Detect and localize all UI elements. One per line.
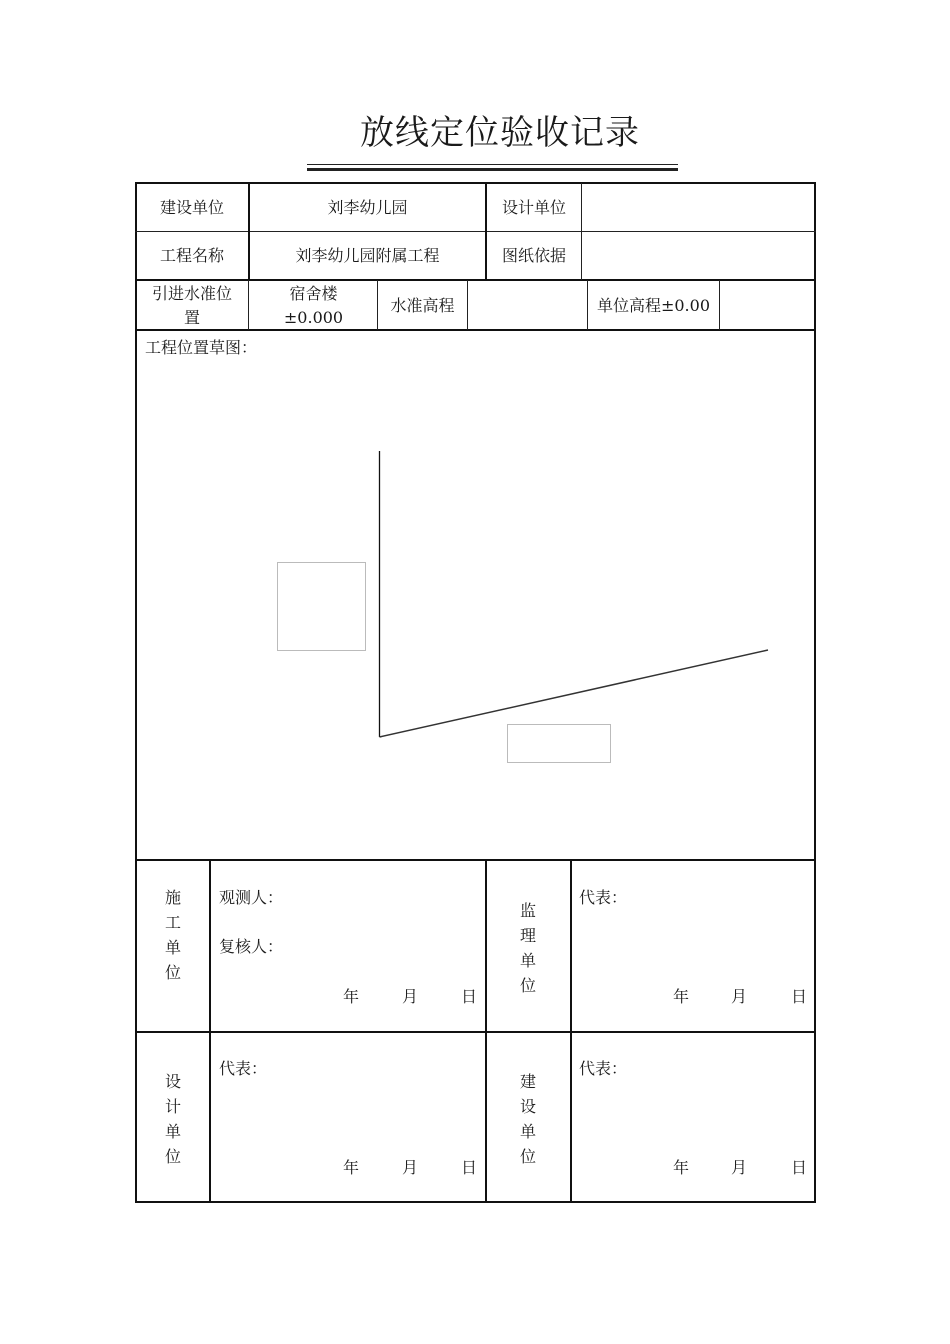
- construction-unit-char: 单: [164, 938, 181, 957]
- reviewer-label[interactable]: 复核人：: [219, 937, 284, 956]
- owner-rep-label[interactable]: 代表：: [579, 1059, 628, 1078]
- benchmark-location-value-line1: 宿舍楼: [289, 284, 338, 303]
- design-unit-label: 设计单位: [501, 197, 566, 217]
- construction-unit-char: 工: [164, 913, 181, 932]
- project-name-label: 工程名称: [159, 245, 224, 265]
- design-unit-char: 单: [164, 1122, 181, 1141]
- supervision-date-month: 月: [731, 987, 748, 1006]
- design-unit-vertical-label: [161, 1069, 185, 1169]
- owner-unit-char: 位: [519, 1147, 536, 1166]
- owner-date-month: 月: [731, 1158, 748, 1177]
- supervision-unit-char: 位: [519, 976, 536, 995]
- page-title: 放线定位验收记录: [360, 113, 640, 153]
- sketch-building-box: [278, 563, 366, 651]
- supervision-unit-char: 单: [519, 951, 536, 970]
- sketch-baseline: [380, 650, 769, 737]
- level-elevation-label: 水准高程: [390, 296, 455, 315]
- design-unit-char: 计: [164, 1097, 181, 1116]
- sketch-label: 工程位置草图：: [145, 338, 258, 357]
- owner-unit-char: 建: [519, 1072, 536, 1091]
- construction-date-day: 日: [461, 987, 478, 1006]
- design-date-year: 年: [343, 1158, 360, 1177]
- construction-unit-char: 施: [164, 888, 181, 907]
- supervision-unit-char: 监: [519, 901, 536, 920]
- owner-unit-char: 单: [519, 1122, 536, 1141]
- supervision-unit-char: 理: [519, 926, 536, 945]
- sketch-label-box: [508, 725, 611, 763]
- design-unit-char: 设: [164, 1072, 181, 1091]
- supervision-date-day: 日: [791, 987, 808, 1006]
- benchmark-location-value-line2: ±0.000: [283, 308, 344, 327]
- owner-unit-char: 设: [519, 1097, 536, 1116]
- construction-unit-vertical-label: [161, 885, 185, 985]
- supervision-date-year: 年: [673, 987, 690, 1006]
- owner-date-day: 日: [791, 1158, 808, 1177]
- supervision-rep-label[interactable]: 代表：: [579, 888, 628, 907]
- construction-date-year: 年: [343, 987, 360, 1006]
- owner-unit-vertical-label: [516, 1069, 540, 1169]
- observer-label[interactable]: 观测人：: [219, 888, 284, 907]
- design-unit-char: 位: [164, 1147, 181, 1166]
- unit-elevation-label: 单位高程±0.00: [596, 296, 711, 315]
- construction-unit-value[interactable]: 刘李幼儿园: [327, 197, 408, 217]
- design-date-month: 月: [402, 1158, 419, 1177]
- drawing-basis-label: 图纸依据: [501, 245, 566, 265]
- owner-date-year: 年: [673, 1158, 690, 1177]
- design-date-day: 日: [461, 1158, 478, 1177]
- project-name-value[interactable]: 刘李幼儿园附属工程: [295, 245, 440, 265]
- supervision-unit-vertical-label: [516, 898, 540, 998]
- benchmark-location-label-line1: 引进水准位: [151, 284, 232, 303]
- construction-unit-char: 位: [164, 963, 181, 982]
- design-rep-label[interactable]: 代表：: [219, 1059, 268, 1078]
- construction-unit-label: 建设单位: [159, 197, 224, 217]
- benchmark-location-label-line2: 置: [183, 308, 200, 327]
- construction-date-month: 月: [402, 987, 419, 1006]
